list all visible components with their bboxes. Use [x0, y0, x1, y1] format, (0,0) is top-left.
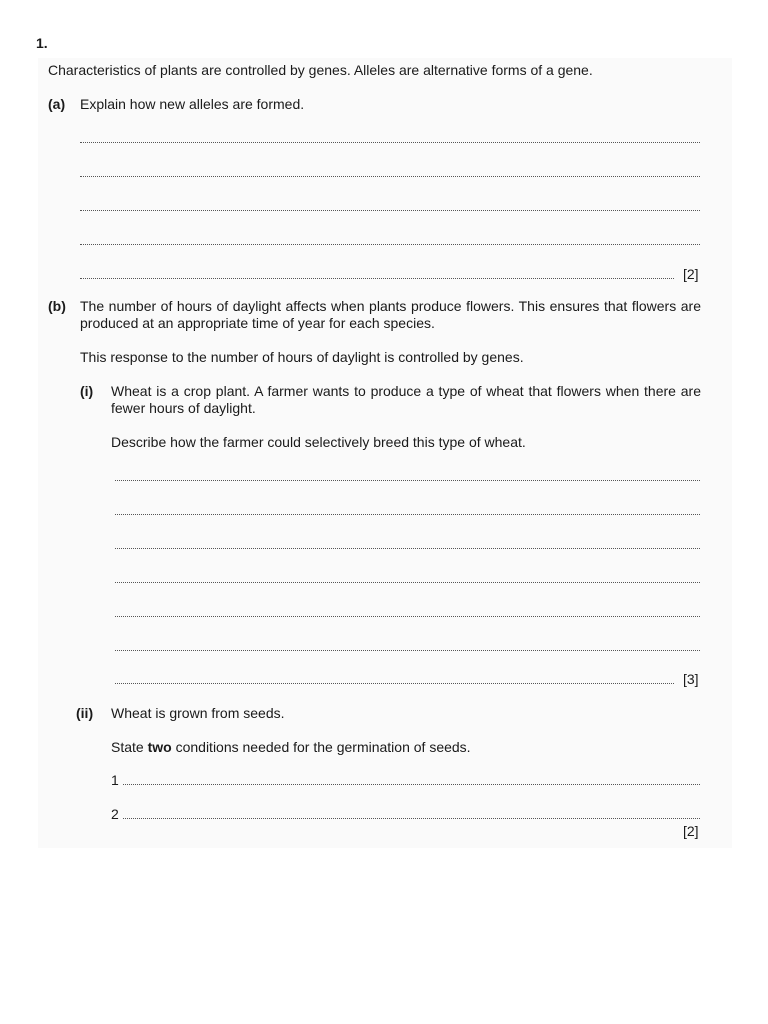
answer-line-a-5[interactable]	[80, 266, 674, 282]
part-b-i-label: (i)	[80, 383, 94, 399]
answer-line-bi-4[interactable]	[115, 570, 700, 586]
part-a-marks: [2]	[683, 266, 699, 282]
answer-line-bi-7[interactable]	[115, 671, 674, 687]
part-b-text: The number of hours of daylight affects when plants produce flowers. This ensures that flowers are produced at an appropriate time of year for each species.	[80, 298, 701, 331]
part-b-label: (b)	[48, 298, 66, 314]
answer-line-bi-2[interactable]	[115, 502, 700, 518]
answer-line-a-1[interactable]	[80, 130, 700, 146]
question-number: 1.	[36, 35, 48, 51]
answer-line-bii-1[interactable]	[123, 772, 700, 788]
answer-line-bii-2[interactable]	[123, 806, 700, 822]
part-b-ii-label: (ii)	[76, 705, 94, 721]
answer-line-bi-3[interactable]	[115, 536, 700, 552]
answer-line-a-4[interactable]	[80, 232, 700, 248]
part-b-i-text: Wheat is a crop plant. A farmer wants to produce a type of wheat that flowers when there are fewer hours of daylight.	[111, 383, 701, 416]
answer-line-a-2[interactable]	[80, 164, 700, 180]
part-b-i-prompt: Describe how the farmer could selectively breed this type of wheat.	[111, 434, 526, 450]
answer-line-bi-6[interactable]	[115, 638, 700, 654]
part-b-ii-marks: [2]	[683, 823, 699, 839]
answer-line-bi-1[interactable]	[115, 468, 700, 484]
answer-line-a-3[interactable]	[80, 198, 700, 214]
answer-line-bii-2-label: 2	[111, 806, 119, 822]
part-b-ii-prompt: State two conditions needed for the germination of seeds.	[111, 739, 471, 755]
answer-line-bi-5[interactable]	[115, 604, 700, 620]
part-b-i-marks: [3]	[683, 671, 699, 687]
part-a-prompt: Explain how new alleles are formed.	[80, 96, 305, 112]
part-b-ii-text: Wheat is grown from seeds.	[111, 705, 285, 721]
answer-line-bii-1-label: 1	[111, 772, 119, 788]
part-b-text2: This response to the number of hours of daylight is controlled by genes.	[80, 349, 524, 365]
part-a-label: (a)	[48, 96, 66, 112]
question-intro: Characteristics of plants are controlled by genes. Alleles are alternative forms of a gene.	[48, 62, 593, 78]
